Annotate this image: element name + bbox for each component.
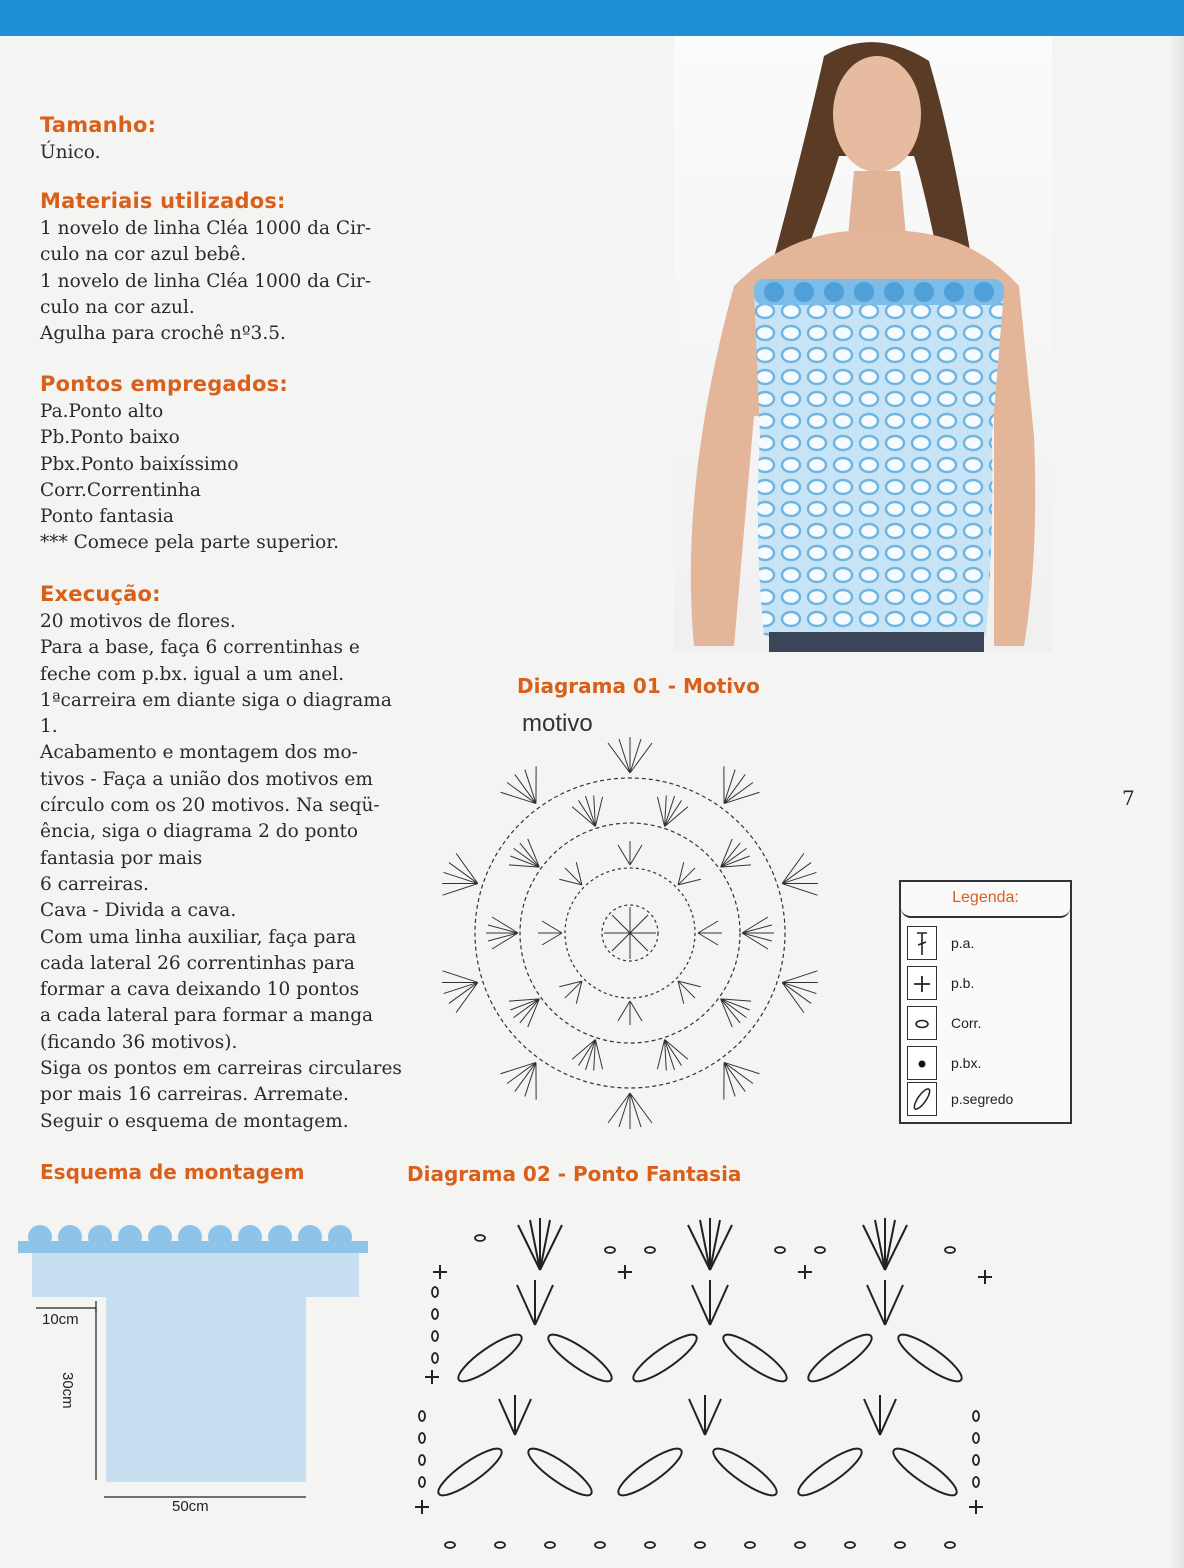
text-tamanho: Único. xyxy=(40,142,101,163)
text-materiais: 1 novelo de linha Cléa 1000 da Cir- culo na cor azul bebê. 1 novelo de linha Cléa 1000 da Cir- culo na cor azul. Agulha para crochê nº3.5. xyxy=(40,218,372,345)
header-bar xyxy=(0,0,1184,36)
dim-bottom-label: 50cm xyxy=(172,1498,209,1515)
dot-icon xyxy=(907,1046,937,1080)
legend-row-pa xyxy=(907,926,1067,962)
dim-top-label: 10cm xyxy=(42,1311,79,1328)
legend-row-pbx xyxy=(907,1046,1067,1082)
diagram2-title: Diagrama 02 - Ponto Fantasia xyxy=(407,1162,742,1186)
stitch-diagram xyxy=(410,1210,1000,1560)
heading-materiais: Materiais utilizados: xyxy=(40,189,286,213)
diagram1-title: Diagrama 01 - Motivo xyxy=(517,674,760,698)
dim-side-label: 30cm xyxy=(59,1372,76,1409)
chain-oval-icon xyxy=(907,1006,937,1040)
esquema-title: Esquema de montagem xyxy=(40,1160,305,1184)
model-photo xyxy=(674,36,1052,652)
page-number: 7 xyxy=(1122,786,1135,810)
heading-tamanho: Tamanho: xyxy=(40,113,157,137)
legend-label-pa: p.a. xyxy=(951,935,975,951)
diagram1-label: motivo xyxy=(522,710,593,737)
text-pontos: Pa.Ponto alto Pb.Ponto baixo Pbx.Ponto baixíssimo Corr.Correntinha Ponto fantasia *** Comece pela parte superior. xyxy=(40,401,339,554)
legend-label-pb: p.b. xyxy=(951,975,975,991)
model-illustration xyxy=(674,36,1052,652)
legend-label-psegredo: p.segredo xyxy=(951,1091,1014,1107)
text-execucao: 20 motivos de flores. Para a base, faça 6 correntinhas e feche com p.bx. igual a um anel. 1ªcarreira em diante siga o diagrama 1. Acabamento e montagem dos mo- tivos - Faça a união dos motivos em círculo com os 20 motivos. Na seqü- ência, siga o diagrama 2 do ponto fantasia por mais 6 carreiras. Cava - Divida a cava. Com uma linha auxiliar, faça para cada lateral 26 correntinhas para formar a cava deixando 10 pontos a cada lateral para formar a manga (ficando 36 motivos). Siga os pontos em carreiras circulares por mais 16 carreiras. Arremate. Seguir o esquema de montagem. xyxy=(40,611,402,1132)
legend-row-pb xyxy=(907,966,1067,1002)
legend-box xyxy=(899,880,1072,1124)
legend-row-corr xyxy=(907,1006,1067,1042)
pa-symbol-icon xyxy=(907,926,937,960)
legend-row-psegredo xyxy=(907,1082,1067,1118)
pb-plus-icon xyxy=(907,966,937,1000)
page-edge xyxy=(1168,36,1184,1568)
legend-title: Legenda: xyxy=(901,882,1070,918)
heading-pontos: Pontos empregados: xyxy=(40,372,288,396)
motif-diagram xyxy=(430,728,830,1138)
heading-execucao: Execução: xyxy=(40,582,161,606)
legend-label-corr: Corr. xyxy=(951,1015,982,1031)
legend-label-pbx: p.bx. xyxy=(951,1055,982,1071)
assembly-diagram xyxy=(18,1215,368,1515)
puff-leaf-icon xyxy=(907,1082,937,1116)
